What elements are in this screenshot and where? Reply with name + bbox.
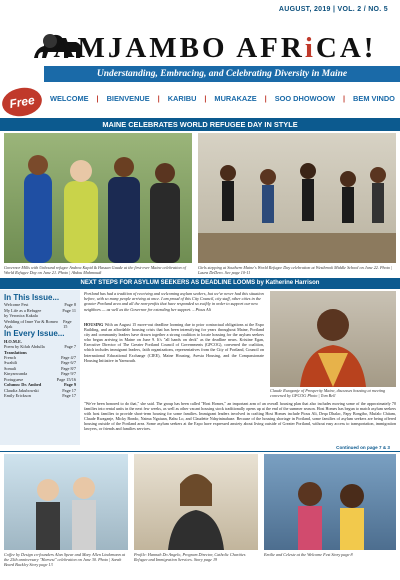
toc-page: Page 15 [63,318,72,330]
continued-link[interactable]: Continued on page 7 & 3 [336,445,390,450]
caption-governor: Governor Mills with Unbound refugee Andrea Kapid & Hassan Gaude at the first-ever Maine celebration of World Refugee Day on June 21. Photo | Abdou Mahmoudi [4,265,186,275]
separator: | [157,94,160,103]
issue-sidebar [0,290,80,445]
language-karibu: KARIBU [167,94,197,103]
language-welcome: WELCOME [50,94,89,103]
toc-title: French [4,355,16,361]
section-divider [0,451,400,452]
toc-page: Page 4/7 [61,355,76,361]
girls-illustration-icon [264,454,396,550]
toc-title: Swahili [4,360,18,366]
toc-page: Page 9 [63,382,76,388]
portrait-illustration-icon [270,291,396,387]
caption-hannah-profile: Profile: Hannah Do Angelo, Program Director, Catholic Charities Refugee and Immigration Services. Story page 19 [134,552,246,562]
article-body-part2: "We've been honored to do that," she said. The group has been called "Host Homes," an important arm of an overall housing plan that also includes moving some of the approximately 70 families into rental units in the next few weeks, as well as other vacant housing stock traditionally opens up at the end of the summer season. Host Homes has begun to match asylum seekers with host families to provide short-term housing for some families. Immigrant leaders involved in crafting Host Homes include Pious Ali, Deqa Dhalac, Papy Bongibo, Mufalo Chitam, Claude Rwaganje, Micky Bondo, Naima Ngaiuan, Babu Lo, and Claudette Ndayininahaze. Because of the housing shortage in Portland, some families of asylum seekers are being offered housing outside of the Portland area. Some asylum seekers at the Expo have expressed anxiety about living outside of Greater Portland, without easy access to transportation, immigration lawyers, or friends and families services. [84,401,396,432]
toc-page: Page 6/7 [61,360,76,366]
toc-row[interactable] [4,393,76,398]
separator: | [96,94,99,103]
in-this-issue-heading: In This Issue... [4,293,60,302]
caption-welcome-fest: Emilie and Celeste at the Welcome Fest Story page 8 [264,552,353,557]
separator: | [204,94,207,103]
photo-girls-stepping [198,133,396,263]
language-bienvenue: BIENVENUE [106,94,150,103]
article-section-heading: HOUSING [84,322,104,327]
in-every-issue-heading: In Every Issue... [4,329,65,339]
toc-title: H.O.M.E. [4,338,22,344]
couple-illustration-icon [4,454,128,550]
toc-page: Page 17 [62,387,76,393]
language-soo-dhowoow: SOO DHOWOOW [274,94,336,103]
free-badge: Free [0,85,44,120]
title-accent-letter: i [304,32,316,64]
title-part-b: CA! [315,32,377,64]
language-murakaze: MURAKAZE [214,94,257,103]
toc-title: Portuguese [4,376,24,382]
separator: | [343,94,346,103]
toc-title: Claudia Jakubowski [4,387,39,393]
toc-title: Kinyarwanda [4,371,28,377]
photo-hannah-profile [134,454,258,550]
article-body-part1 [84,322,264,363]
separator: | [264,94,267,103]
toc-title: Emily Erickson [4,392,31,398]
caption-girls-stepping: Girls stepping at Southern Maine's World Refugee Day celebration at Westbrook Middle School on June 22. Photo | Laura DeDero. See page 10-11 [198,265,393,275]
article-intro-quote: Portland has had a tradition of receiving and welcoming asylum seekers, but we've never had this situation before, with so many people arriving at once. I am proud of this City Council, city staff, other cities in the greater Portland area and all the non-profits that have responded so swiftly in order to support our new neighbors — as well as the Governor for extending her support. – Pious Ali [84,291,264,312]
title-part-a: AMJAMBO AFR [53,32,305,64]
toc-title: Poem by Kifah Abdulla [4,344,45,350]
toc-page: Page 11 [62,307,76,313]
toc-row[interactable] [4,319,76,330]
caption-claude-rwaganje: Claude Rwaganje of Prosperity Maine, discusses housing at meeting convened by GPCOG Photo | Tom Bell [270,388,386,398]
article-body-text: With an August 15 move-out deadline looming due to prior contractual obligations at the Expo Building, and an affordable housing crisis that has been intensifying for years throughout Maine, Portland city and community leaders have drawn together a strong coalition to locate housing for the asylum seekers who began arriving in Maine on June 9. It's "all hands on deck" as the deadline nears. Kristine Egan, Executive Director of The Greater Portland Council of Governments (GPCOG), convened the coalition, which includes immigrant leaders, faith organizations, representatives from the City of Portland, Council on International Educational Exchange (CIEE), Maine Housing, Avesta Housing, and the Compassionate Housing Initiative in Yarmouth. [84,322,265,363]
top-headline-banner: MAINE CELEBRATES WORLD REFUGEE DAY IN STYLE [0,118,400,131]
issue-line: AUGUST, 2019 | VOL. 2 / NO. 5 [278,6,388,13]
toc-page: Page 7 [64,344,76,350]
publication-title [50,32,380,65]
mid-headline-banner: NEXT STEPS FOR ASYLUM SEEKERS AS DEADLINE LOOMS by Katherine Harrison [0,278,400,289]
toc-title: Translations [4,349,27,355]
toc-title: Column: Dr. Ambed [4,382,42,388]
profile-illustration-icon [134,454,258,550]
photo-governor-refugees [4,133,192,263]
toc-page: Page 8 [64,302,76,308]
toc-title: My Life as a Refugee [4,307,42,313]
toc-title: Wedding of Imre Yar & Romeo Ajak [4,318,59,330]
people-illustration-icon [4,133,192,263]
toc-title: Somali [4,365,17,371]
photo-welcome-fest [264,454,396,550]
toc-page: Page 9/7 [61,371,76,377]
toc-page: Page 8/7 [61,365,76,371]
photo-coffee-by-design [4,454,128,550]
masthead [0,14,400,66]
toc-page: Page 15/16 [56,376,76,382]
toc-title: Welcome Fest [4,302,29,308]
language-bem-vindo: BEM VINDO [353,94,395,103]
caption-coffee-by-design: Coffee by Design co-founders Alan Spear and Mary Allen Lindemann at the 25th anniversary "Harvest" celebration on June 30. Photo | Sarah Beard Buckley Story page 13 [4,552,126,567]
welcome-languages [50,94,395,103]
toc-title: by Veronica Kakala [4,313,38,319]
tagline-band: Understanding, Embracing, and Celebrating Diversity in Maine [44,66,400,82]
photo-claude-rwaganje [270,291,396,387]
dancers-illustration-icon [198,133,396,263]
toc-page: Page 17 [62,392,76,398]
